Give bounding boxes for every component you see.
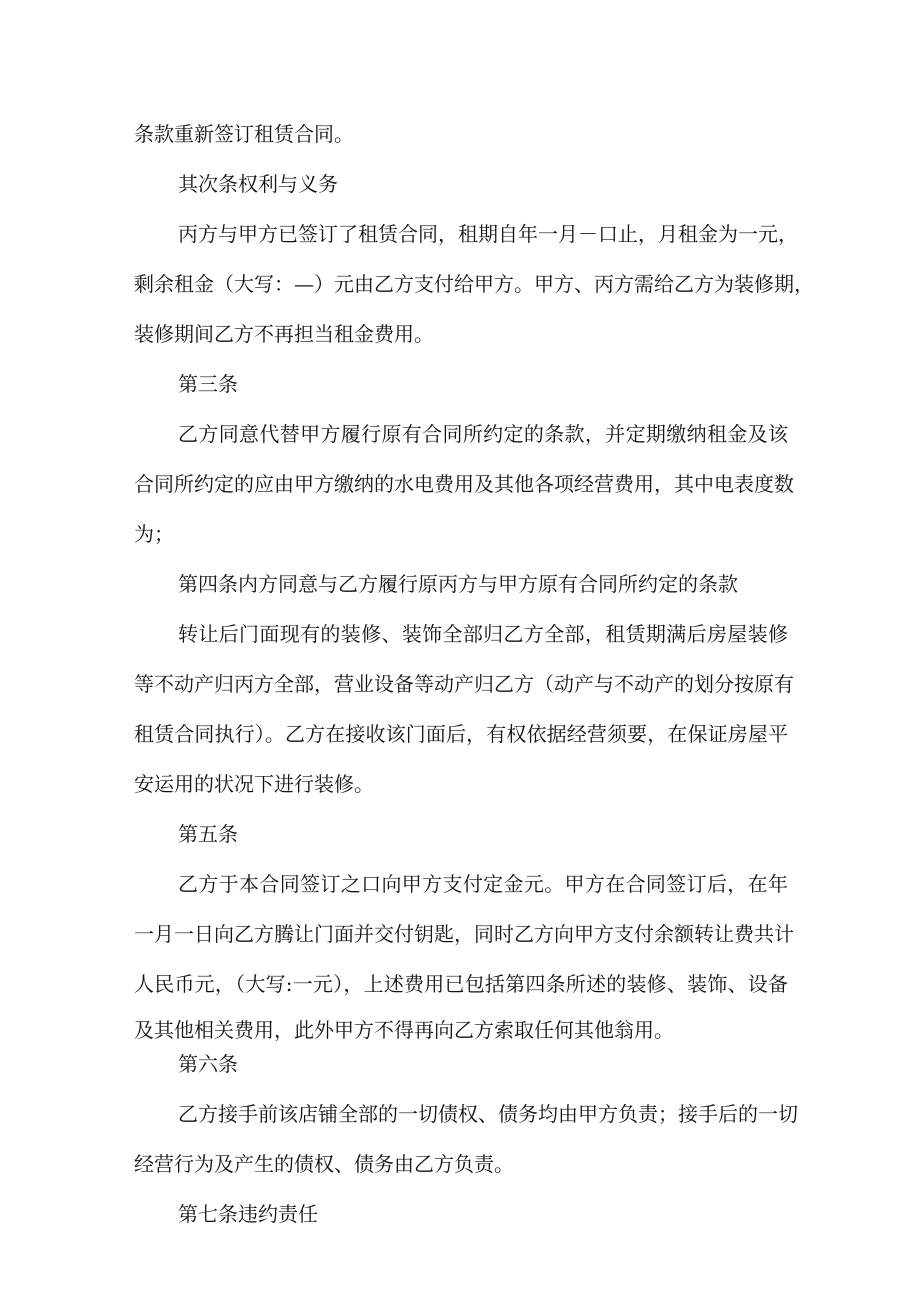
text-line: 一月一日向乙方腾让门面并交付钥匙，同时乙方向甲方支付余额转让费共计	[134, 922, 794, 946]
section-heading: 第六条	[178, 1052, 238, 1076]
text-line: 安运用的状况下进行装修。	[134, 772, 374, 796]
text-line: 经营行为及产生的债权、债务由乙方负责。	[134, 1152, 514, 1176]
section-heading: 其次条权利与义务	[178, 172, 338, 196]
text-line: 及其他相关费用，此外甲方不得再向乙方索取任何其他翁用。	[134, 1018, 674, 1042]
text-line: 租赁合同执行）。乙方在接收该门面后，有权依据经营须要，在保证房屋平	[134, 722, 788, 746]
text-line: 装修期间乙方不再担当租金费用。	[134, 322, 434, 346]
text-line: 等不动产归丙方全部，营业设备等动产归乙方（动产与不动产的划分按原有	[134, 672, 794, 696]
section-heading: 第三条	[178, 372, 238, 396]
text-line: 乙方接手前该店铺全部的一切债权、债务均由甲方负责；接手后的一切	[178, 1102, 798, 1126]
section-heading: 第四条内方同意与乙方履行原丙方与甲方原有合同所约定的条款	[178, 572, 738, 596]
text-line: 乙方同意代替甲方履行原有合同所约定的条款，并定期缴纳租金及该	[178, 422, 788, 446]
section-heading: 第七条违约责任	[178, 1202, 318, 1226]
text-line: 合同所约定的应由甲方缴纳的水电费用及其他各项经营费用，其中电表度数	[134, 472, 794, 496]
text-line: 条款重新签订租赁合同。	[134, 122, 354, 146]
text-line: 丙方与甲方已签订了租赁合同，租期自年一月－口止，月租金为一元，	[178, 222, 798, 246]
section-heading: 第五条	[178, 822, 238, 846]
text-line: 转让后门面现有的装修、装饰全部归乙方全部，租赁期满后房屋装修	[178, 622, 788, 646]
text-line: 乙方于本合同签订之口向甲方支付定金元。甲方在合同签订后，在年	[178, 872, 788, 896]
text-line: 人民币元，（大写:一元），上述费用已包括第四条所述的装修、装饰、设备	[134, 972, 788, 996]
text-line: 剩余租金（大写：—）元由乙方支付给甲方。甲方、丙方需给乙方为装修期，	[134, 272, 814, 296]
text-line: 为；	[134, 522, 174, 546]
